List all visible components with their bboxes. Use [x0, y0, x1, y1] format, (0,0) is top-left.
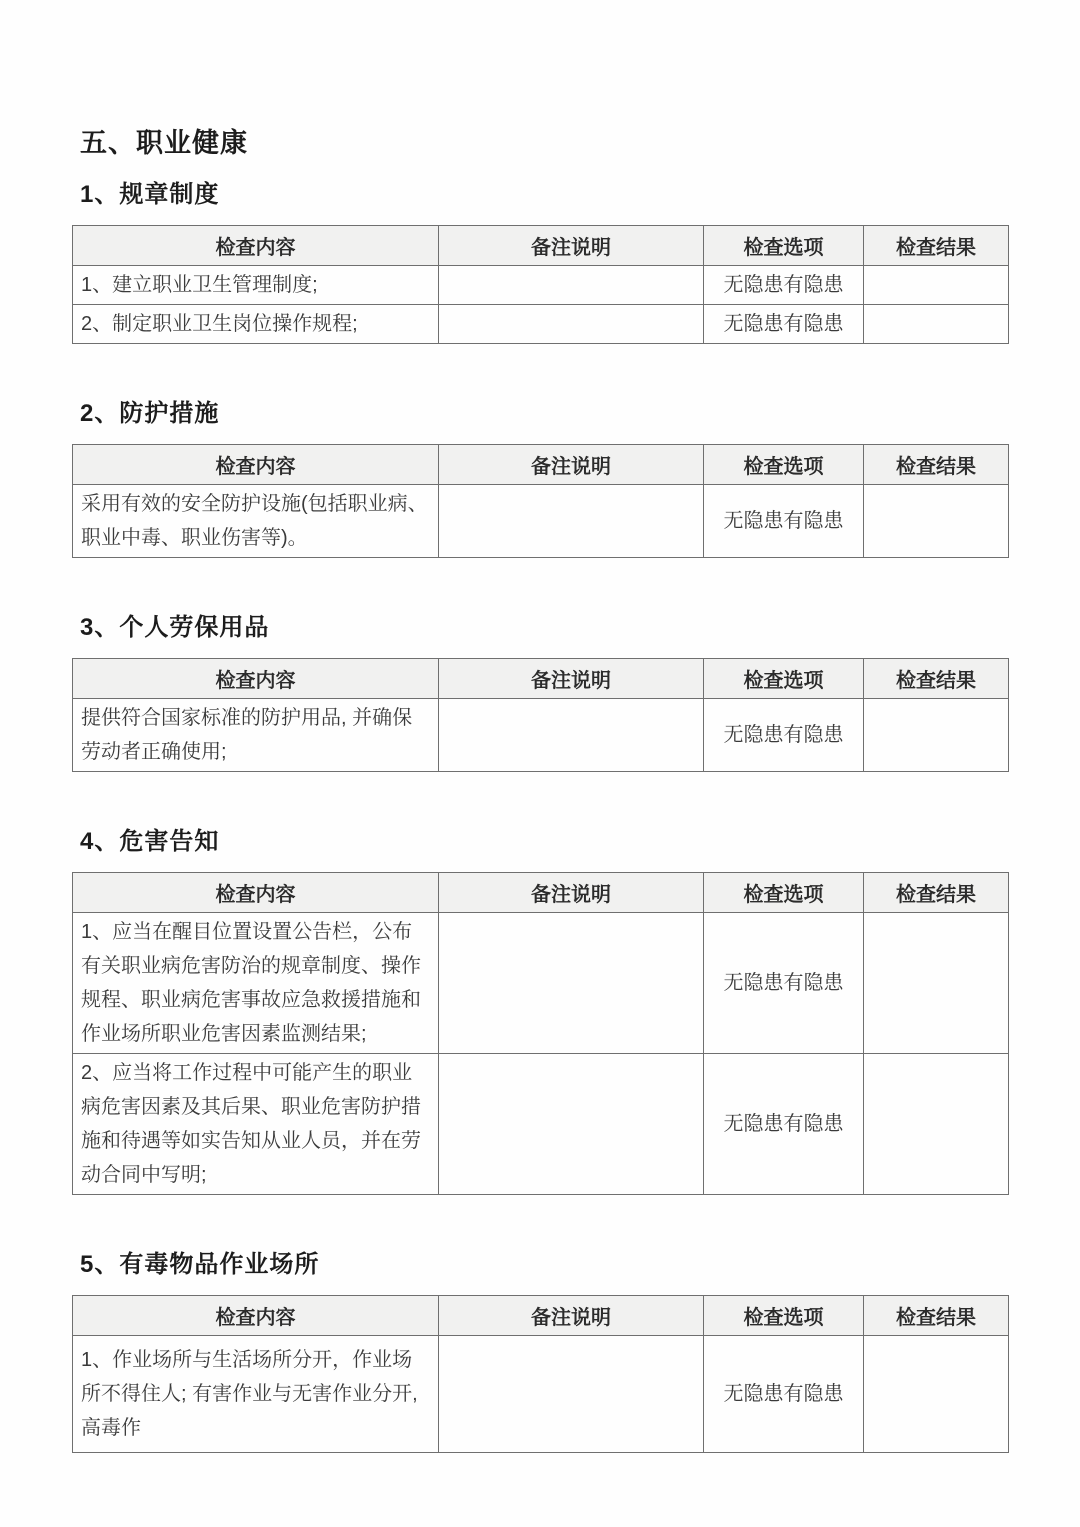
col-header-options: 检查选项	[704, 226, 864, 266]
check-content-cell: 2、应当将工作过程中可能产生的职业病危害因素及其后果、职业危害防护措施和待遇等如实告知从业人员，并在劳动合同中写明;	[73, 1054, 439, 1195]
remark-cell	[439, 913, 704, 1054]
check-options-cell: 无隐患有隐患	[704, 1336, 864, 1453]
check-table	[72, 658, 1009, 772]
col-header-result: 检查结果	[864, 445, 1009, 485]
check-result-cell	[864, 699, 1009, 772]
col-header-options: 检查选项	[704, 873, 864, 913]
col-header-remark: 备注说明	[439, 1296, 704, 1336]
col-header-remark: 备注说明	[439, 445, 704, 485]
check-content-cell: 1、作业场所与生活场所分开，作业场所不得住人; 有害作业与无害作业分开, 高毒作	[73, 1336, 439, 1453]
table-row	[73, 305, 1009, 344]
remark-cell	[439, 699, 704, 772]
check-result-cell	[864, 305, 1009, 344]
col-header-result: 检查结果	[864, 659, 1009, 699]
check-result-cell	[864, 1336, 1009, 1453]
table-row	[73, 1336, 1009, 1453]
check-content-cell: 1、应当在醒目位置设置公告栏，公布有关职业病危害防治的规章制度、操作规程、职业病危害事故应急救援措施和作业场所职业危害因素监测结果;	[73, 913, 439, 1054]
table-row	[73, 485, 1009, 558]
section-protective-measures	[72, 400, 1008, 558]
section-heading: 5、有毒物品作业场所	[80, 1251, 320, 1278]
col-header-content: 检查内容	[73, 226, 439, 266]
section-hazard-notification	[72, 828, 1008, 1195]
section-heading: 2、防护措施	[80, 400, 220, 427]
table-row	[73, 266, 1009, 305]
remark-cell	[439, 485, 704, 558]
check-content-cell: 2、制定职业卫生岗位操作规程;	[73, 305, 439, 344]
section-ppe	[72, 614, 1008, 772]
check-content-cell: 提供符合国家标准的防护用品, 并确保劳动者正确使用;	[73, 699, 439, 772]
col-header-remark: 备注说明	[439, 873, 704, 913]
section-heading: 4、危害告知	[80, 828, 220, 855]
col-header-options: 检查选项	[704, 1296, 864, 1336]
table-header-row	[73, 873, 1009, 913]
check-result-cell	[864, 485, 1009, 558]
check-options-cell: 无隐患有隐患	[704, 485, 864, 558]
check-content-cell: 采用有效的安全防护设施(包括职业病、职业中毒、职业伤害等)。	[73, 485, 439, 558]
section-toxic-workplace	[72, 1251, 1008, 1453]
check-table	[72, 1295, 1009, 1453]
section-heading: 1、规章制度	[80, 181, 220, 208]
table-row	[73, 913, 1009, 1054]
col-header-result: 检查结果	[864, 1296, 1009, 1336]
check-options-cell: 无隐患有隐患	[704, 266, 864, 305]
col-header-result: 检查结果	[864, 873, 1009, 913]
check-table	[72, 872, 1009, 1195]
check-table	[72, 225, 1009, 344]
col-header-content: 检查内容	[73, 445, 439, 485]
check-table	[72, 444, 1009, 558]
check-result-cell	[864, 266, 1009, 305]
check-result-cell	[864, 913, 1009, 1054]
table-header-row	[73, 226, 1009, 266]
section-heading: 3、个人劳保用品	[80, 614, 270, 641]
remark-cell	[439, 1054, 704, 1195]
col-header-options: 检查选项	[704, 659, 864, 699]
check-result-cell	[864, 1054, 1009, 1195]
table-header-row	[73, 445, 1009, 485]
check-options-cell: 无隐患有隐患	[704, 913, 864, 1054]
table-header-row	[73, 1296, 1009, 1336]
check-options-cell: 无隐患有隐患	[704, 1054, 864, 1195]
document-title: 五、职业健康	[80, 128, 248, 158]
col-header-remark: 备注说明	[439, 659, 704, 699]
table-row	[73, 1054, 1009, 1195]
table-row	[73, 699, 1009, 772]
col-header-content: 检查内容	[73, 873, 439, 913]
col-header-content: 检查内容	[73, 1296, 439, 1336]
col-header-options: 检查选项	[704, 445, 864, 485]
remark-cell	[439, 266, 704, 305]
section-rules	[72, 181, 1008, 344]
col-header-content: 检查内容	[73, 659, 439, 699]
table-header-row	[73, 659, 1009, 699]
remark-cell	[439, 305, 704, 344]
remark-cell	[439, 1336, 704, 1453]
check-options-cell: 无隐患有隐患	[704, 699, 864, 772]
col-header-remark: 备注说明	[439, 226, 704, 266]
check-content-cell: 1、建立职业卫生管理制度;	[73, 266, 439, 305]
check-options-cell: 无隐患有隐患	[704, 305, 864, 344]
col-header-result: 检查结果	[864, 226, 1009, 266]
